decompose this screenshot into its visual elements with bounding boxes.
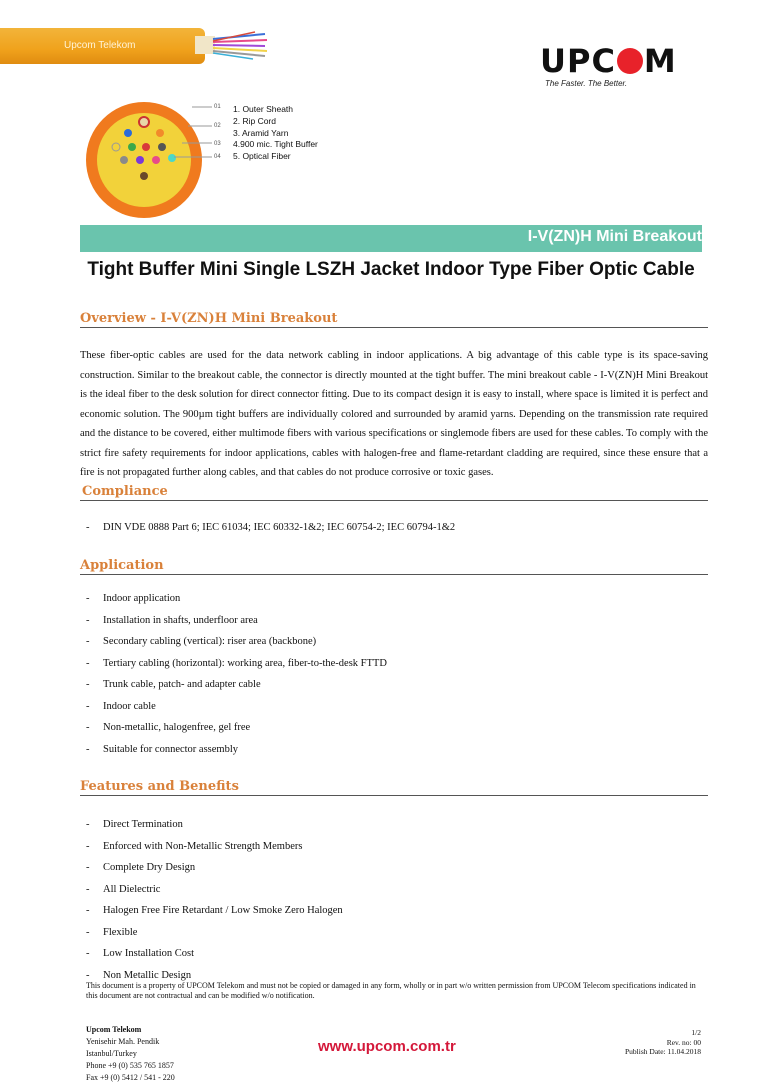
list-item: - Non Metallic Design xyxy=(86,970,343,982)
divider xyxy=(80,500,708,501)
logo-tagline: The Faster. The Better. xyxy=(545,79,628,88)
features-list xyxy=(86,819,343,982)
page-info xyxy=(625,1028,701,1057)
list-item: - Flexible xyxy=(86,927,343,949)
company-name: Upcom Telekom xyxy=(86,1025,142,1034)
list-item: - Non-metallic, halogenfree, gel free xyxy=(86,722,387,744)
list-item: - Low Installation Cost xyxy=(86,948,343,970)
legend-item: 2. Rip Cord xyxy=(233,115,276,126)
address-line: Istanbul/Turkey xyxy=(86,1049,137,1058)
list-item: - Trunk cable, patch- and adapter cable xyxy=(86,679,387,701)
list-item: - Halogen Free Fire Retardant / Low Smoke Zero Halogen xyxy=(86,905,343,927)
address-line: Yenisehir Mah. Pendik xyxy=(86,1037,160,1046)
overview-heading: Overview - I-V(ZN)H Mini Breakout xyxy=(80,311,338,326)
list-item: - Indoor application xyxy=(86,593,387,615)
list-item: - Enforced with Non-Metallic Strength Members xyxy=(86,841,343,863)
logo-dot-icon xyxy=(617,48,643,74)
fax-number: Fax +9 (0) 5412 / 541 - 220 xyxy=(86,1073,175,1082)
divider xyxy=(80,795,708,796)
list-item: - Indoor cable xyxy=(86,701,387,723)
list-item: - Complete Dry Design xyxy=(86,862,343,884)
legend-item: 1. Outer Sheath xyxy=(233,104,294,114)
cross-section-legend xyxy=(233,104,318,163)
upcom-logo: UPC M xyxy=(540,42,677,80)
application-list xyxy=(86,593,387,765)
footer-contact xyxy=(86,1024,175,1084)
legend-item: 3. Aramid Yarn xyxy=(233,127,289,138)
cable-brand-text: Upcom Telekom xyxy=(64,40,136,51)
compliance-heading: Compliance xyxy=(82,484,168,499)
marker-03: 03 xyxy=(214,141,221,147)
document-title: Tight Buffer Mini Single LSZH Jacket Indoor Type Fiber Optic Cable xyxy=(87,259,695,280)
website-link[interactable]: www.upcom.com.tr xyxy=(318,1038,456,1055)
fiber-strands-image xyxy=(195,30,270,60)
footer-disclaimer: This document is a property of UPCOM Telekom and must not be copied or damaged in any form, wholly or in part w/o written permission from UPCOM Telecom specifications indicated in this document are not contractual and can be modified w/o notification. xyxy=(86,981,696,1000)
list-item: - DIN VDE 0888 Part 6; IEC 61034; IEC 60332-1&2; IEC 60754-2; IEC 60794-1&2 xyxy=(86,522,455,544)
list-item: - Suitable for connector assembly xyxy=(86,744,387,766)
publish-date: Publish Date: 11.04.2018 xyxy=(625,1047,701,1056)
legend-item: 5. Optical Fiber xyxy=(233,151,291,162)
divider xyxy=(80,574,708,575)
application-heading: Application xyxy=(80,558,164,573)
marker-02: 02 xyxy=(214,123,221,129)
divider xyxy=(80,327,708,328)
overview-paragraph: These fiber-optic cables are used for the data network cabling in indoor applications. A big advantage of this cable type is its space-saving construction. Similar to the breakout cable, the connector is directly mounted at the tight buffer. The mini breakout cable - I-V(ZN)H Mini Breakout is the ideal fiber to the desk solution for direct connector fitting. Due to its compact design it is easy to install, where space is limited it is perfect and economic solution. The 900µm tight buffers are individually colored and surrounded by aramid yarns. Depending on the transmission rate required and the distance to be covered, either multimode fibers with various specifications or singlemode fibers are used for these cables. To comply with the strict fire safety requirements for indoor applications, cables with halogen-free and flame-retardant cladding are required, since these ensure that a fire is not propagated further along cables, and that cables do not produce corrosive or toxic gases. xyxy=(80,350,708,478)
marker-04: 04 xyxy=(214,154,221,160)
list-item: - Direct Termination xyxy=(86,819,343,841)
list-item: - Installation in shafts, underfloor area xyxy=(86,615,387,637)
list-item: - All Dielectric xyxy=(86,884,343,906)
features-heading: Features and Benefits xyxy=(80,779,239,794)
compliance-list xyxy=(86,522,455,544)
product-code-title: I-V(ZN)H Mini Breakout xyxy=(527,228,702,245)
marker-01: 01 xyxy=(214,104,221,110)
revision-number: Rev. no: 00 xyxy=(666,1037,701,1047)
list-item: - Secondary cabling (vertical): riser area (backbone) xyxy=(86,636,387,658)
cross-section-markers xyxy=(212,100,232,164)
page-number: 1/2 xyxy=(691,1028,701,1037)
cable-cross-section-diagram xyxy=(84,100,214,220)
phone-number: Phone +9 (0) 535 765 1857 xyxy=(86,1061,174,1070)
legend-item: 4.900 mic. Tight Buffer xyxy=(233,139,318,150)
list-item: - Tertiary cabling (horizontal): working area, fiber-to-the-desk FTTD xyxy=(86,658,387,680)
